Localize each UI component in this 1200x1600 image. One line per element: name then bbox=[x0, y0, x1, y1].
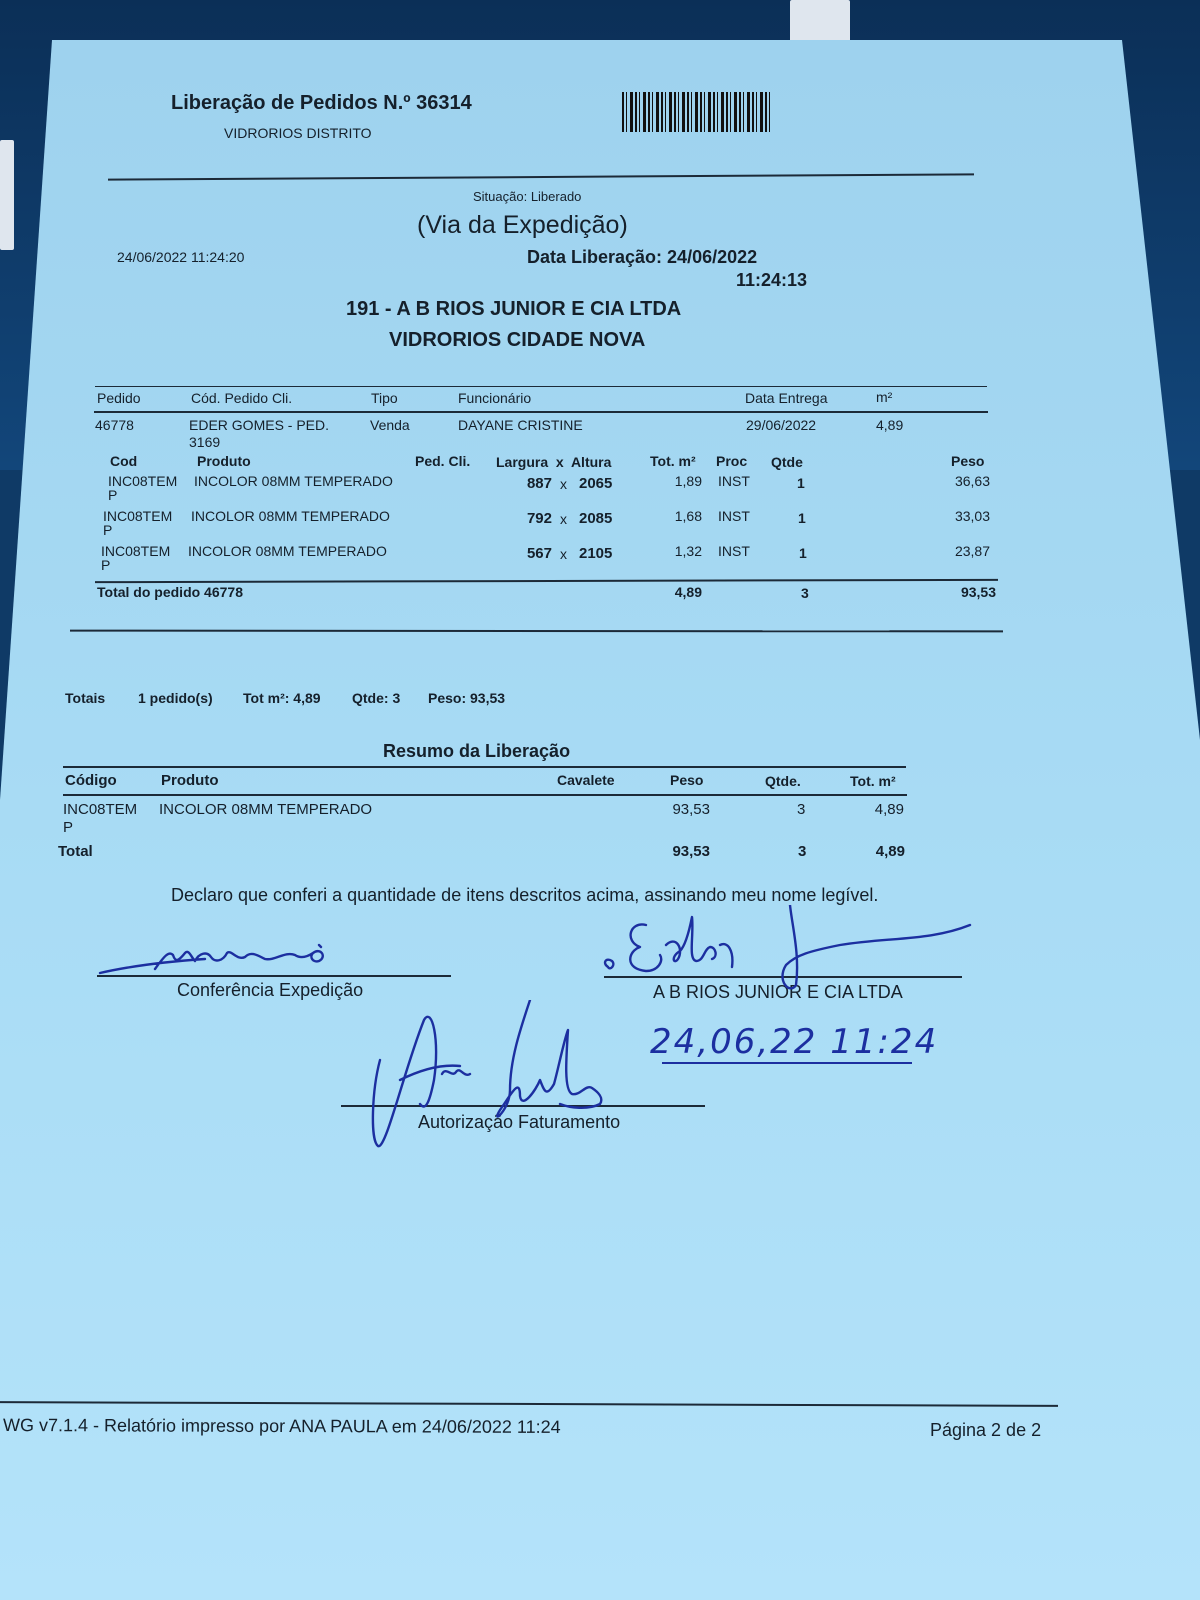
via-label: (Via da Expedição) bbox=[417, 211, 628, 239]
printed-timestamp: 24/06/2022 11:24:20 bbox=[117, 249, 245, 265]
order-m2: 4,89 bbox=[876, 417, 904, 433]
col-header-data-entrega: Data Entrega bbox=[745, 390, 828, 406]
customer-store: VIDRORIOS CIDADE NOVA bbox=[389, 329, 646, 351]
item-product: INCOLOR 08MM TEMPERADO bbox=[188, 543, 387, 559]
summary-total-label: Total bbox=[58, 843, 93, 860]
item-peso: 23,87 bbox=[954, 543, 990, 559]
item-header-ped-cli: Ped. Cli. bbox=[415, 453, 471, 469]
totals-orders: 1 pedido(s) bbox=[138, 690, 213, 706]
item-qtde: 1 bbox=[798, 510, 806, 526]
summary-peso: 93,53 bbox=[672, 801, 710, 818]
item-times: x bbox=[560, 476, 567, 492]
conferencia-label: Conferência Expedição bbox=[177, 980, 364, 1000]
item-header-dimensions: Largura x Altura bbox=[496, 454, 612, 470]
release-time: 11:24:13 bbox=[736, 270, 808, 290]
divider bbox=[63, 794, 907, 796]
customer-name: 191 - A B RIOS JUNIOR E CIA LTDA bbox=[346, 298, 682, 320]
signature-eder bbox=[600, 905, 1000, 995]
col-header-funcionario: Funcionário bbox=[458, 390, 532, 406]
handwritten-date: 24,06,22 11:24 bbox=[650, 1022, 939, 1062]
summary-header-tot-m2: Tot. m² bbox=[850, 773, 896, 789]
divider bbox=[94, 411, 988, 413]
signature-ana-paula bbox=[360, 1000, 630, 1150]
item-product: INCOLOR 08MM TEMPERADO bbox=[194, 473, 393, 489]
item-height: 2085 bbox=[579, 510, 613, 527]
totals-label: Totais bbox=[65, 690, 106, 706]
summary-header-cavalete: Cavalete bbox=[557, 772, 615, 788]
item-peso: 33,03 bbox=[954, 508, 990, 524]
autorizacao-label: Autorização Faturamento bbox=[418, 1112, 621, 1132]
col-header-cod-pedido-cli: Cód. Pedido Cli. bbox=[191, 390, 293, 406]
item-qtde: 1 bbox=[799, 545, 807, 561]
barcode bbox=[622, 92, 772, 132]
summary-code: INC08TEM bbox=[63, 801, 138, 818]
item-header-tot-m2: Tot. m² bbox=[650, 453, 696, 469]
col-header-pedido: Pedido bbox=[97, 390, 141, 406]
item-header-produto: Produto bbox=[197, 453, 251, 469]
item-code-cont: P bbox=[101, 557, 111, 573]
summary-header-qtde: Qtde. bbox=[765, 773, 801, 789]
document-title: Liberação de Pedidos N.º 36314 bbox=[171, 92, 472, 114]
item-product: INCOLOR 08MM TEMPERADO bbox=[191, 508, 390, 524]
item-proc: INST bbox=[718, 508, 750, 524]
client-order-code-cont: 3169 bbox=[189, 434, 221, 450]
order-total-peso: 93,53 bbox=[960, 584, 996, 600]
summary-tot-m2: 4,89 bbox=[874, 801, 904, 818]
status-text: Situação: Liberado bbox=[473, 189, 582, 204]
declaration-text: Declaro que conferi a quantidade de itens descritos acima, assinando meu nome legível. bbox=[171, 885, 879, 905]
summary-qtde: 3 bbox=[797, 801, 806, 818]
background-light-strip bbox=[0, 140, 14, 250]
col-header-tipo: Tipo bbox=[371, 390, 398, 406]
summary-total-qtde: 3 bbox=[798, 843, 807, 860]
order-total-m2: 4,89 bbox=[674, 584, 702, 600]
summary-header-codigo: Código bbox=[65, 772, 117, 789]
summary-product: INCOLOR 08MM TEMPERADO bbox=[159, 801, 373, 818]
page-number: Página 2 de 2 bbox=[930, 1420, 1042, 1440]
order-total-qtde: 3 bbox=[801, 585, 809, 601]
footer-report: WG v7.1.4 - Relatório impresso por ANA PAULA em 24/06/2022 11:24 bbox=[2, 1415, 561, 1437]
item-height: 2105 bbox=[579, 545, 613, 562]
item-times: x bbox=[560, 511, 567, 527]
item-height: 2065 bbox=[579, 475, 613, 492]
item-width: 567 bbox=[526, 545, 552, 562]
summary-total-m2: 4,89 bbox=[875, 843, 905, 860]
item-qtde: 1 bbox=[797, 475, 805, 491]
release-date: Data Liberação: 24/06/2022 bbox=[527, 247, 758, 267]
handwritten-underline bbox=[662, 1062, 912, 1064]
item-proc: INST bbox=[718, 473, 750, 489]
item-width: 792 bbox=[526, 510, 552, 527]
delivery-date: 29/06/2022 bbox=[746, 417, 817, 433]
item-code-cont: P bbox=[103, 522, 113, 538]
paper-sheet bbox=[0, 40, 1200, 1600]
summary-total-peso: 93,53 bbox=[672, 843, 710, 860]
summary-header-peso: Peso bbox=[670, 772, 704, 788]
item-header-proc: Proc bbox=[716, 453, 748, 469]
summary-header-produto: Produto bbox=[161, 772, 219, 789]
totals-peso: Peso: 93,53 bbox=[428, 690, 506, 706]
item-proc: INST bbox=[718, 543, 750, 559]
item-header-cod: Cod bbox=[110, 453, 138, 469]
item-code: INC08TEM bbox=[108, 473, 178, 489]
divider bbox=[63, 766, 906, 768]
totals-m2: Tot m²: 4,89 bbox=[243, 690, 321, 706]
item-peso: 36,63 bbox=[954, 473, 990, 489]
order-number: 46778 bbox=[95, 417, 134, 433]
employee-name: DAYANE CRISTINE bbox=[458, 417, 583, 433]
totals-qtde: Qtde: 3 bbox=[352, 690, 401, 706]
order-total-label: Total do pedido 46778 bbox=[97, 584, 243, 600]
summary-code-cont: P bbox=[63, 819, 74, 836]
item-code-cont: P bbox=[108, 487, 118, 503]
item-times: x bbox=[560, 546, 567, 562]
background-light-fixture bbox=[790, 0, 850, 46]
signature-conferencia bbox=[95, 935, 345, 980]
item-code: INC08TEM bbox=[101, 543, 171, 559]
signature-company: A B RIOS JUNIOR E CIA LTDA bbox=[653, 982, 903, 1002]
item-tot-m2: 1,68 bbox=[674, 508, 702, 524]
item-tot-m2: 1,32 bbox=[674, 543, 702, 559]
summary-title: Resumo da Liberação bbox=[383, 741, 571, 761]
order-type: Venda bbox=[370, 417, 410, 433]
divider bbox=[95, 386, 987, 387]
item-width: 887 bbox=[526, 475, 552, 492]
item-code: INC08TEM bbox=[103, 508, 173, 524]
item-header-qtde: Qtde bbox=[771, 454, 803, 470]
client-order-code: EDER GOMES - PED. bbox=[189, 417, 330, 433]
item-header-peso: Peso bbox=[951, 453, 985, 469]
col-header-m2: m² bbox=[876, 389, 893, 405]
issuer-company: VIDRORIOS DISTRITO bbox=[224, 125, 372, 141]
item-tot-m2: 1,89 bbox=[674, 473, 702, 489]
